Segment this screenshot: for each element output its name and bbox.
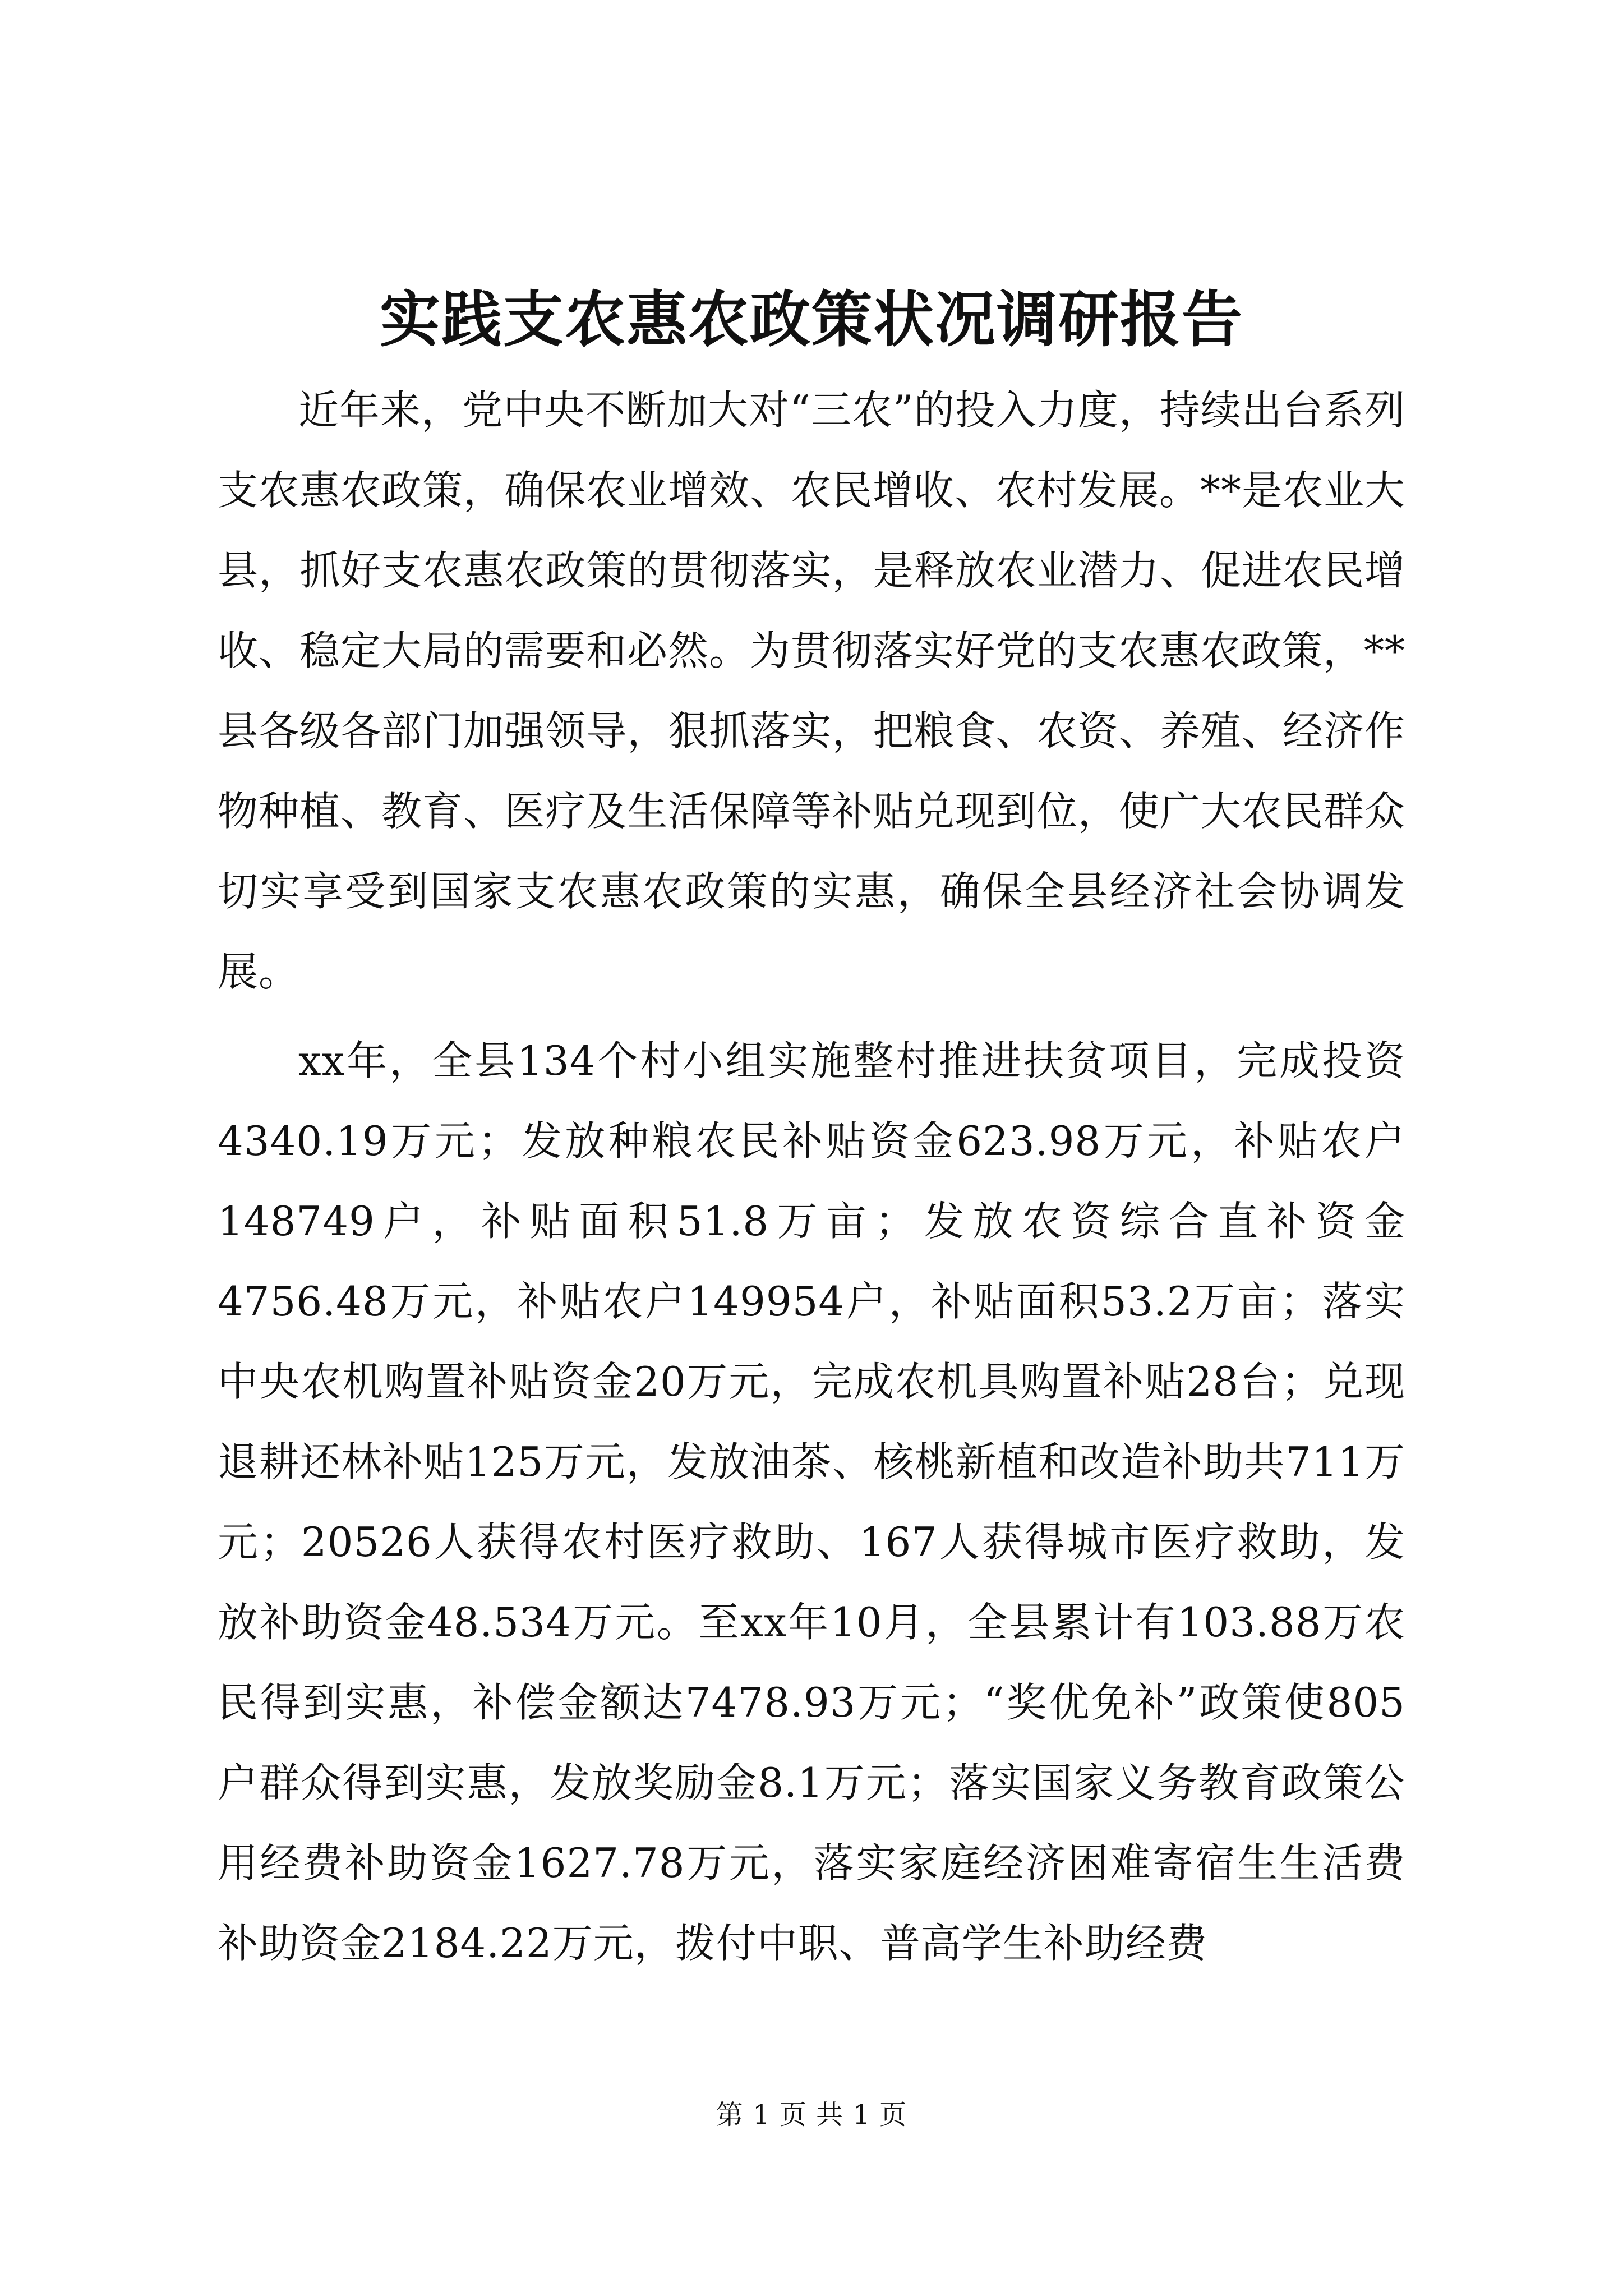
paragraph-intro: 近年来，党中央不断加大对“三农”的投入力度，持续出台系列支农惠农政策，确保农业增效、农民增收、农村发展。**是农业大县，抓好支农惠农政策的贯彻落实，是释放农业潜力、促进农民增收、稳定大局的需要和必然。为贯彻落实好党的支农惠农政策，**县各级各部门加强领导，狠抓落实，把粮食、农资、养殖、经济作物种植、教育、医疗及生活保障等补贴兑现到位，使广大农民群众切实享受到国家支农惠农政策的实惠，确保全县经济社会协调发展。 xyxy=(218,386,1406,995)
paragraph-statistics: xx年，全县134个村小组实施整村推进扶贫项目，完成投资4340.19万元；发放种粮农民补贴资金623.98万元，补贴农户148749户，补贴面积51.8万亩；发放农资综合直补资金4756.48万元，补贴农户149954户，补贴面积53.2万亩；落实中央农机购置补贴资金20万元，完成农机具购置补贴28台；兑现退耕还林补贴125万元，发放油茶、核桃新植和改造补助共711万元；20526人获得农村医疗救助、167人获得城市医疗救助，发放补助资金48.534万元。至xx年10月，全县累计有103.88万农民得到实惠，补偿金额达7478.93万元；“奖优免补”政策使805户群众得到实惠，发放奖励金8.1万元；落实国家义务教育政策公用经费补助资金1627.78万元，落实家庭经济困难寄宿生生活费补助资金2184.22万元，拨付中职、普高学生补助经费 xyxy=(218,1037,1405,1967)
document-body xyxy=(218,370,1405,1984)
document-title: 实践支农惠农政策状况调研报告 xyxy=(379,284,1243,355)
page-footer: 第 1 页 共 1 页 xyxy=(716,2099,907,2131)
